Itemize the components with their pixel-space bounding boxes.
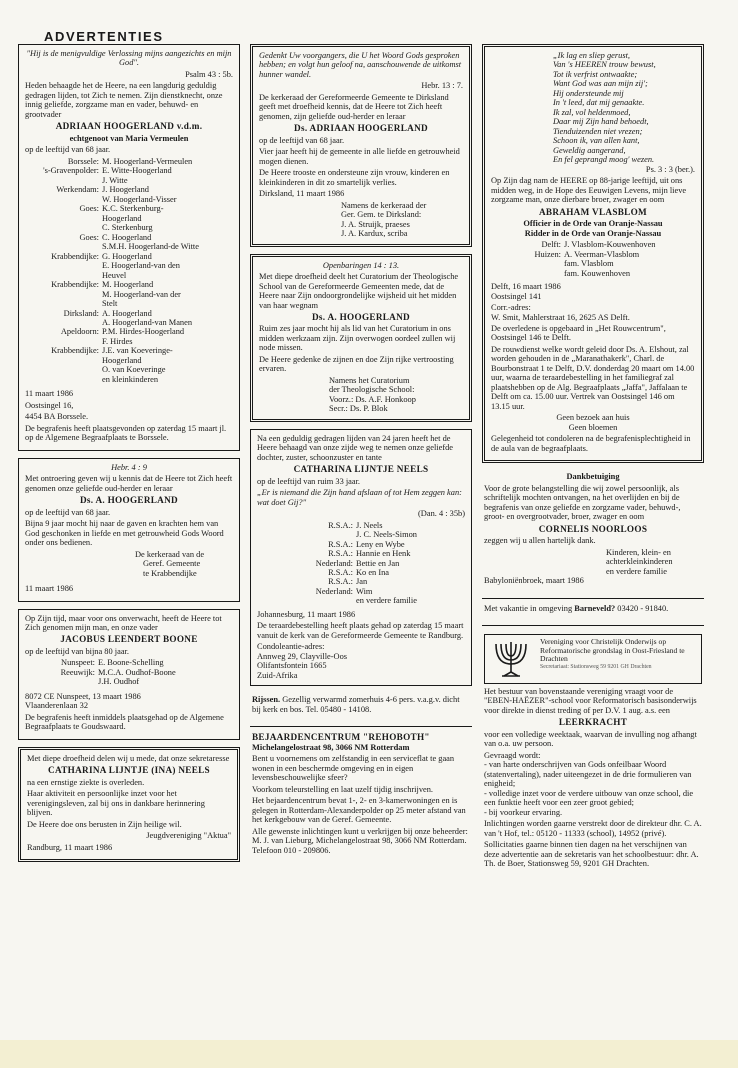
deceased-name: ADRIAAN HOOGERLAND v.d.m. [55,121,203,132]
date: 11 maart 1986 [25,584,74,594]
correspondence-address: W. Smit, Mahlerstraat 16, 2625 AS Delft. [491,312,630,322]
body-text: Gelegenheid tot condoleren na de begrafenisplechtigheid in de aula van de begraafplaats. [491,434,691,453]
scripture-ref: Ps. 3 : 3 (ber.). [645,164,695,174]
signature: Voorz.: Ds. A.F. Honkoop [329,394,416,404]
divider [250,726,472,727]
quote: „Er is niemand die Zijn hand afslaan of tot Hem zeggen kan: wat doet Gij?" [257,488,462,507]
body-text: Op Zijn tijd, maar voor ons onverwacht, heeft de Heere tot Zich genomen mijn man, en onze vader [25,613,222,632]
body-text: voor een volledige weektaak, waarvan de invulling nog afhangt van o.a. uw persoon. [484,729,697,749]
body-text: De Heere trooste en ondersteune zijn vrouw, kinderen en kleinkinderen in dit zo smartelijk verlies. [259,168,450,187]
poem-line: Hij ondersteunde mij [553,88,624,98]
family-list [25,658,233,686]
date: Dirksland, 11 maart 1986 [259,189,345,199]
family-row [25,233,233,252]
deceased-name: JACOBUS LEENDERT BOONE [60,634,198,645]
address-line: Oostsingel 141 [491,291,542,301]
body-text: Met diepe droefheid deelt het Curatorium der Theologische School van de Gereformeerde Gemeenten mede, dat de Heere naar Zijn ondoorgrondelijke wijsheid uit het midden van haar wegnam [259,272,459,310]
family-row [25,252,233,280]
family-names [356,587,465,606]
signature: Geref. Gemeente [143,559,201,569]
family-names [98,668,233,687]
deceased-name: CATHARINA LIJNTJE (INA) NEELS [48,765,210,776]
ad-boone [18,609,240,740]
family-member: A. Hoogerland-van Manen [102,317,193,327]
family-place: R.S.A.: [328,577,353,587]
quote: "Hij is de menigvuldige Verlossing mijns aangezichts en mijn God". [26,49,232,68]
family-row [25,668,233,687]
signature-block [259,376,463,414]
body-text: Bent u voornemens om zelfstandig in een serviceflat te gaan wonen in een beschermde omgeving en in eigen levensbeschouwelijke sfeer? [252,754,455,783]
poem-line: Geweldig aangerand, [553,145,626,155]
family-member: en kleinkinderen [102,374,159,384]
family-place: Krabbendijke: [51,280,99,290]
body-text: Met diepe droefheid delen wij u mede, dat onze sekretaresse [27,753,230,763]
family-member: J.H. Oudhof [98,677,140,687]
page-header: ADVERTENTIES [44,29,164,44]
poem-line: En fel geprangd moog' wezen. [553,155,655,165]
requirement-item: - van harte onderschrijven van Gods onfeilbaar Woord (statenvertaling), nader uiteengezet in de drie formulieren van enigheid; [484,760,692,789]
ad-rehoboth [250,730,472,861]
family-place: Apeldoorn: [60,327,99,337]
body-text: Op Zijn dag nam de HEERE op 88-jarige leeftijd, uit ons midden weg, in de Hope des Eeuwigen Levens, mijn lieve zorgzame man, onze dierbare broer, zwager en oom [491,176,687,205]
body-text: Het bestuur van bovenstaande vereniging vraagt voor de "EBEN-HAËZER"-school voor Reformatorisch basisonderwijs voor direkte in dienst treding of per D.V. 1 aug. a.s. een [484,687,697,715]
family-place: R.S.A.: [328,539,353,549]
requirements-label: Gevraagd wordt: [484,750,541,760]
ad-dirksland [250,44,472,247]
body-text: Ruim zes jaar mocht hij als lid van het Curatorium in ons midden werkzaam zijn. Zijn overwogen oordeel zullen wij node missen. [259,324,456,353]
family-place: Werkendam: [56,185,99,195]
scripture-ref: Hebr. 13 : 7. [421,81,463,91]
deceased-name: ABRAHAM VLASBLOM [539,206,647,217]
ad-aktua [18,747,240,862]
body-text: De overledene is opgebaard in „Het Rouwcentrum", Oostsingel 146 te Delft. [491,323,666,343]
age-line: op de leeftijd van 68 jaar. [25,507,111,517]
condolence-address: Olifantsfontein 1665 [257,661,327,671]
body-text: zeggen wij u allen hartelijk dank. [484,536,596,546]
family-names [564,250,695,278]
family-place: 's-Gravenpolder: [43,166,99,176]
body-text: na een ernstige ziekte is overleden. [27,777,145,787]
family-names [102,280,233,308]
body-text: De Heere gedenke de zijnen en doe Zijn rijke vertroosting ervaren. [259,354,454,374]
family-member: M.C.A. Oudhof-Boone [98,667,176,677]
family-member: A. Veerman-Vlasblom [564,249,640,259]
family-member: P.M. Hirdes-Hoogerland [102,327,185,337]
family-names [356,577,465,586]
family-place: Goes: [79,232,99,242]
body-text: Sollicitaties gaarne binnen tien dagen na het verschijnen van deze advertentie aan de sekretaris van het schoolbestuur: dhr. A. Th. de Boer, Stationsweg 59, 9201 GH Drachten. [484,840,699,869]
family-place: Krabbendijke: [51,346,99,356]
body-text: Voorkom teleurstelling en laat uzelf tijdig inschrijven. [252,784,434,794]
family-list [257,521,465,606]
family-member: A. Hoogerland [102,308,152,318]
signature: te Krabbendijke [143,568,197,578]
scripture-ref: Openbaringen 14 : 13. [322,260,400,270]
family-names [102,309,233,328]
signature: Namens het Curatorium [329,375,410,385]
family-member: fam. Vlasblom [564,259,614,269]
signature: De kerkeraad van de [135,549,205,559]
body-text: Met vakantie in omgeving [484,603,573,613]
family-names [356,521,465,540]
body-text: Het bejaardencentrum bevat 1-, 2- en 3-kamerwoningen en is gelegen in Rotterdam-Alexanderpolder op 25 meter afstand van het kerkgebouw van de Geref. Gemeente. [252,796,466,825]
ad-address: Michelangelostraat 98, 3066 NM Rotterdam [252,742,410,752]
family-member: O. van Koeveringe [102,365,166,375]
family-list [25,157,233,385]
family-row [25,204,233,232]
family-row [257,587,465,606]
family-member: J. C. Neels-Simon [356,530,417,540]
family-row [257,568,465,577]
family-member: F. Hirdes [102,336,133,346]
body-text: De kerkeraad der Gereformeerde Gemeente te Dirksland geeft met droefheid kennis, dat de Heere tot Zich heeft genomen, zijn geliefde oud-herder en leraar [259,92,449,121]
age-line: op de leeftijd van 68 jaar. [25,145,111,155]
ad-vlasblom [482,44,704,463]
deceased-name: CATHARINA LIJNTJE NEELS [293,464,429,475]
family-member: K.C. Sterkenburg- [102,204,164,214]
family-member: M. Hoogerland [102,280,154,290]
ad-curatorium [250,254,472,422]
family-row [25,327,233,346]
poem [491,51,695,165]
signature-block [484,548,702,576]
age-line: op de leeftijd van bijna 80 jaar. [25,646,129,656]
age-line: op de leeftijd van ruim 33 jaar. [257,476,361,486]
family-row [257,521,465,540]
poem-line: Want God was aan mijn zij'; [553,79,648,89]
body-text: Heden behaagde het de Heere, na een langdurig geduldig gedragen lijden, tot Zich te nemen. Zijn dienstknecht, onze innig geliefde, zorgzame man en vader, behuwd- en grootvader [25,81,223,119]
notice: Geen bloemen [568,422,618,432]
family-member: en verdere familie [356,596,417,606]
family-member: Stelt [102,299,118,309]
correspondence-label: Corr.-adres: [491,303,531,313]
family-member: E. Boone-Schelling [98,658,164,668]
column-1 [18,44,240,869]
signature-block [259,201,463,239]
poem-line: Schoon ik, van allen kant, [553,136,640,146]
ad-title: Dankbetuiging [566,472,620,482]
family-place: Nederland: [315,558,353,568]
family-names [98,658,233,667]
ad-rijssen [250,693,472,720]
family-names [102,327,233,346]
family-row [25,309,233,328]
ad-title: BEJAARDENCENTRUM "REHOBOTH" [252,732,430,743]
family-member: C. Hoogerland [102,232,152,242]
quote: Gedenkt Uw voorgangers, die U het Woord Gods gesproken hebben; en volgt hun geloof na, aanschouwende de uitkomst hunner wandel. [259,51,462,79]
family-place: R.S.A.: [328,520,353,530]
logo-subtitle: Secretariaat: Stationsweg 59 9201 GH Drachten [540,663,652,670]
date: 11 maart 1986 [25,389,74,399]
family-row [491,250,695,278]
poem-line: Tienduizenden niet vrezen; [553,126,643,136]
funeral-note: De teraardebestelling heeft plaats gehad op zaterdag 15 maart vanuit de kerk van de Gereformeerde Gemeente te Randburg. [257,621,464,640]
family-row [25,157,233,166]
condolence-address: Condoleantie-adres: [257,642,325,652]
poem-line: In 't leed, dat mij genaakte. [553,98,645,108]
date: Delft, 16 maart 1986 [491,282,561,292]
logo-title: Vereniging voor Christelijk Onderwijs op Reformatorische grondslag in Oost-Friesland te Drachten [540,637,685,664]
family-member: Wim [356,586,373,596]
family-row [25,280,233,308]
address-line: 8072 CE Nunspeet, 13 maart 1986 [25,691,141,701]
menorah-icon [488,638,534,680]
family-names [102,166,233,185]
family-member: Hoogerland [102,213,142,223]
body-text: Bijna 9 jaar mocht hij naar de gaven en krachten hem van God geschonken in liefde en met getrouwheid Gods Woord onder ons bedienen. [25,519,224,548]
column-2 [250,44,472,867]
ad-hoogerland-family [18,44,240,451]
family-row [257,540,465,549]
family-row [257,559,465,568]
family-names [356,549,465,558]
ad-eben-haezer [482,629,704,875]
body-text: Haar aktiviteit en persoonlijke inzet voor het verenigingsleven, zal bij ons in dankbare herinnering blijven. [27,789,205,818]
body-text: Vier jaar heeft hij de gemeente in alle liefde en getrouwheid mogen dienen. [259,147,460,166]
body-text: De Heere doe ons berusten in Zijn heilige wil. [27,819,182,829]
requirement-item: - volledige inzet voor de verdere uitbouw van onze school, die een funktie heeft voor een zeer groot gebied; [484,788,694,808]
family-member: S.M.H. Hoogerland-de Witte [102,242,199,252]
divider [482,625,704,626]
family-place: R.S.A.: [328,568,353,577]
condolence-address: Zuid-Afrika [257,670,298,680]
signature: J. A. Struijk, praeses [341,219,410,229]
family-member: Hannie en Henk [356,549,411,559]
family-member: Bettie en Jan [356,558,400,568]
signature: Ger. Gem. te Dirksland: [341,210,422,220]
funeral-note: De begrafenis heeft plaatsgevonden op zaterdag 15 maart jl. op de Algemene Begraafplaats te Borssele. [25,423,227,443]
family-place: Reeuwijk: [60,667,95,677]
family-member: M. Hoogerland-Vermeulen [102,156,193,166]
signature: Jeugdvereniging "Aktua" [146,831,231,841]
family-place: Borssele: [67,156,99,166]
family-names [356,540,465,549]
poem-line: Ik zal, vol heldenmoed, [553,107,631,117]
family-names [102,185,233,204]
column-3 [482,44,704,881]
signature: Namens de kerkeraad der [341,200,427,210]
signature: Secr.: Ds. P. Blok [329,404,388,414]
family-row [25,185,233,204]
ad-lead: Rijssen. [252,695,281,705]
family-names [102,233,233,252]
family-member: J. Neels [356,520,383,530]
place: Barneveld? [574,603,616,613]
deceased-name: CORNELIS NOORLOOS [538,523,648,534]
family-names [102,346,233,384]
family-names [102,204,233,232]
family-member: C. Sterkenburg [102,223,153,233]
family-place: Krabbendijke: [51,251,99,261]
phone: 03420 - 91840. [617,603,669,613]
ad-krabbendijke [18,458,240,602]
poem-line: „Ik lag en sliep gerust, [553,51,630,60]
scripture-ref: Psalm 43 : 5b. [185,69,233,79]
family-member: Ko en Ina [356,568,390,577]
family-names [102,157,233,166]
scripture-ref: (Dan. 4 : 35b) [418,509,465,519]
family-names [356,559,465,568]
poem-line: Daar mij Zijn hand behoedt, [553,117,649,127]
body-text: Na een geduldig gedragen lijden van 24 jaren heeft het de Heere behaagd van onze zijde weg te nemen onze geliefde dochter, zuster, schoonzuster en tante [257,433,454,462]
body-text: Inlichtingen worden gaarne verstrekt door de direkteur dhr. C. A. van 't Hof, tel.: 05120 - 11333 (school), 14952 (privé). [484,819,702,838]
family-member: fam. Kouwenhoven [564,268,631,278]
family-member: Leny en Wybe [356,539,405,549]
family-place: Dirksland: [63,308,99,318]
date: Randburg, 11 maart 1986 [27,842,113,852]
family-row [25,658,233,667]
body-text: Gezellig verwarmd zomerhuis 4-6 pers. v.a.g.v. dicht bij kerk en bos. Tel. 05480 - 14108. [252,695,460,714]
address-line: 4454 BA Borssele. [25,412,89,422]
date: Johannesburg, 11 maart 1986 [257,609,356,619]
family-names [102,252,233,280]
ad-barneveld [482,602,704,619]
ad-neels-family [250,429,472,687]
family-member: E. Witte-Hoogerland [102,166,172,176]
family-row [491,240,695,249]
signature: der Theologische School: [329,385,415,395]
family-member: E. Hoogerland-van den [102,261,180,271]
body-text: Met ontroering geven wij u kennis dat de Heere tot Zich heeft genomen onze geliefde oud-herder en leraar [25,474,233,493]
family-place: Delft: [541,240,561,250]
notice: Geen bezoek aan huis [556,413,630,423]
body-text: De rouwdienst welke wordt geleid door Ds. A. Elshout, zal worden gehouden in de „Maranathakerk", Charl. de Bourbonstraat 1 te Delft, D.V. donderdag 20 maart om 14.00 uur, waarna de teraardebestelling in het familiegraf zal plaatshebben op de Alg. Begraafplaats „Jaffa", Jaffalaan te Delft om ca. 15.00 uur. Vertrek van Oostsingel 146 om 13.15 uur. [491,344,695,411]
family-row [257,577,465,586]
family-place: Huizen: [534,249,561,259]
spouse-line: echtgenoot van Maria Vermeulen [69,133,189,143]
family-member: G. Hoogerland [102,251,152,261]
address-line: Vlaanderenlaan 32 [25,701,89,711]
funeral-note: De begrafenis heeft inmiddels plaatsgehad op de Algemene Begraafplaats te Goudswaard. [25,712,224,732]
family-row [257,549,465,558]
deceased-name: Ds. A. HOOGERLAND [79,495,178,506]
divider [482,598,704,599]
family-row [25,346,233,384]
family-place: Goes: [79,204,99,214]
requirement-item: - bij voorkeur ervaring. [484,807,563,817]
school-logo [484,634,702,684]
date: Babyloniënbroek, maart 1986 [484,576,584,586]
family-names [356,568,465,577]
family-member: J. Witte [102,175,128,185]
family-place: Nederland: [315,586,353,596]
family-place: Nunspeet: [61,658,95,668]
job-title: LEERKRACHT [558,717,628,728]
family-member: Jan [356,577,368,587]
family-place: R.S.A.: [328,549,353,559]
family-member: W. Hoogerland-Visser [102,194,177,204]
ad-noorloos [482,470,704,591]
signature: Kinderen, klein- en [606,547,671,557]
deceased-name: Ds. ADRIAAN HOOGERLAND [294,123,428,134]
family-member: J. Vlasblom-Kouwenhoven [564,240,656,250]
poem-line: Van 's HEEREN trouw bewust, [553,60,656,70]
deceased-name: Ds. A. HOOGERLAND [311,312,410,323]
poem-line: Tot ik verfrist ontwaakte; [553,69,638,79]
family-row [25,166,233,185]
family-member: Heuvel [102,270,127,280]
address-line: Oostsingel 16, [25,400,74,410]
body-text: Alle gewenste inlichtingen kunt u verkrijgen bij onze beheerder: M. J. van Lieburg, Michelangelostraat 98, 3066 NM Rotterdam. Telefoon 010 - 209806. [252,826,468,855]
page-bottom-margin [0,1040,738,1068]
body-text: Voor de grote belangstelling die wij zowel persoonlijk, als schriftelijk mochten ontvangen, na het overlijden en bij de begrafenis van onze geliefde en zorgzame vader, behuwd-, groot- en overgrootvader, broer, zwager en oom [484,483,681,522]
family-member: J. Hoogerland [102,185,149,195]
family-member: M. Hoogerland-van der [102,289,181,299]
family-member: J.E. van Koeveringe- [102,346,173,356]
condolence-address: Annweg 29, Clayville-Oos [257,651,348,661]
signature: en verdere familie [606,566,667,576]
family-names [564,240,695,249]
signature: achterkleinkinderen [606,557,673,567]
honor-line: Ridder in de Orde van Oranje-Nassau [524,228,662,238]
scripture-ref: Hebr. 4 : 9 [111,462,147,472]
family-member: Hoogerland [102,355,142,365]
honor-line: Officier in de Orde van Oranje-Nassau [523,219,663,229]
age-line: op de leeftijd van 68 jaar. [259,135,345,145]
signature: J. A. Kardux, scriba [341,229,408,239]
family-list [491,240,695,278]
